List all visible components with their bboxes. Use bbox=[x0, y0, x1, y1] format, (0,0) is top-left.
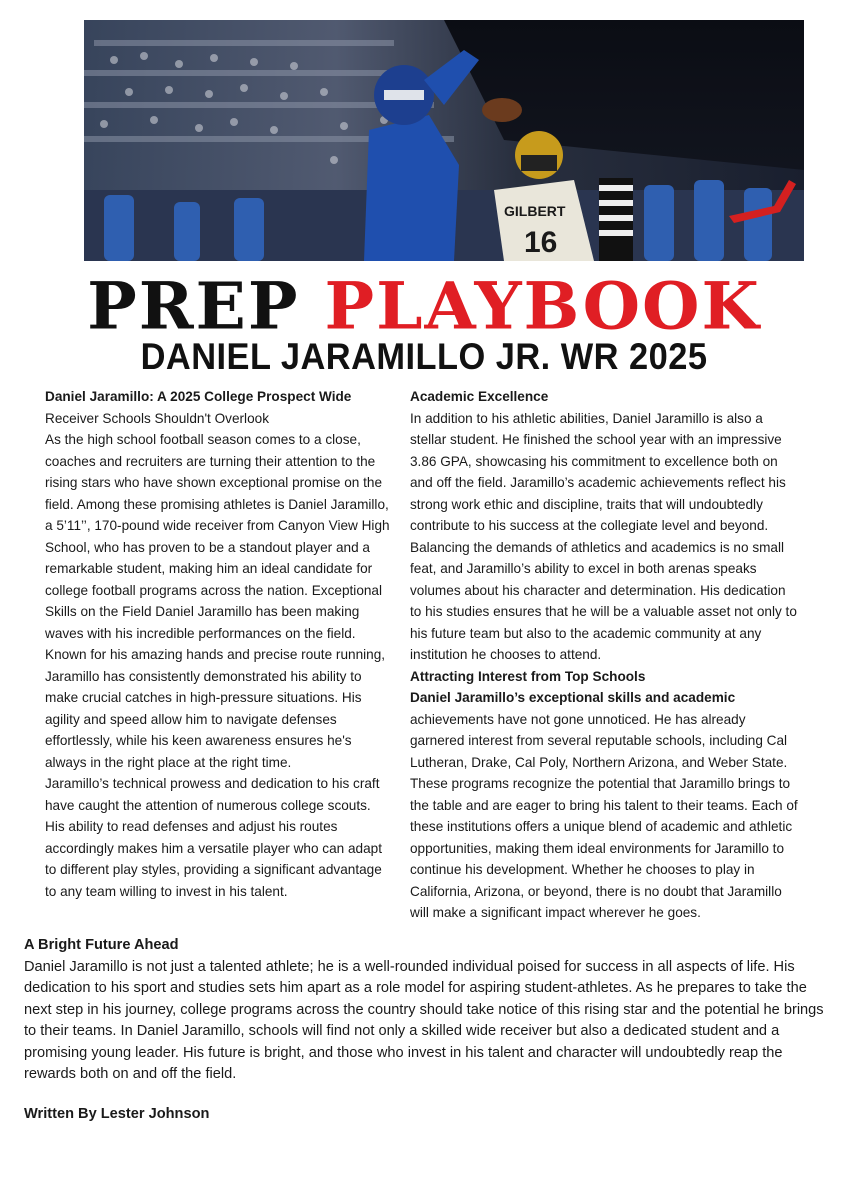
masthead-word-playbook: PLAYBOOK bbox=[324, 267, 761, 345]
conclusion-section bbox=[24, 935, 824, 1086]
interest-heading: Attracting Interest from Top Schools bbox=[410, 668, 646, 684]
right-column bbox=[410, 386, 800, 924]
left-paragraph-2: Jaramillo’s technical prowess and dedication to his craft have caught the attention of numerous college scouts. His ability to read defenses and adjust his routes accordingly makes him a versatile player who can adapt to different play styles, providing a significant advantage to any team willing to invest in his talent. bbox=[45, 776, 382, 899]
right-paragraph-2: Balancing the demands of athletics and academics is no small feat, and Jaramillo’s ability to excel in both arenas speaks volumes about his character and determination. His dedication to his studies ensures that he will be a valuable asset not only to his future team but also to the academic community at any institution he chooses to attend. bbox=[410, 539, 797, 662]
conclusion-heading: A Bright Future Ahead bbox=[24, 937, 179, 953]
left-heading-continued: Receiver Schools Shouldn't Overlook bbox=[45, 410, 269, 426]
author-credit: Written By Lester Johnson bbox=[24, 1106, 210, 1122]
masthead bbox=[0, 269, 848, 343]
left-heading: Daniel Jaramillo: A 2025 College Prospect Wide bbox=[45, 389, 352, 404]
right-paragraph-3-lead: Daniel Jaramillo’s exceptional skills and academic bbox=[410, 690, 736, 705]
jersey-text: GILBERT bbox=[504, 203, 566, 219]
right-paragraph-3: achievements have not gone unnoticed. He has already garnered interest from several reputable schools, including Cal Lutheran, Drake, Cal Poly, Northern Arizona, and Weber State. These programs recognize the potential that Jaramillo brings to the table and are eager to bring his talent to their teams. Each of these institutions offers a unique blend of academic and athletic opportunities, making them ideal environments for Jaramillo to continue his development. Whether he chooses to play in California, Arizona, or beyond, there is no doubt that Jaramillo will make a significant impact wherever he goes. bbox=[410, 711, 798, 920]
right-paragraph-1: In addition to his athletic abilities, Daniel Jaramillo is also a stellar student. He finished the school year with an impressive 3.86 GPA, showcasing his commitment to excellence both on and off the field. Jaramillo’s academic achievements reflect his strong work ethic and discipline, traits that will undoubtedly contribute to his success at the collegiate level and beyond. bbox=[410, 410, 786, 533]
academic-heading: Academic Excellence bbox=[410, 389, 549, 404]
hero-photo bbox=[84, 20, 804, 261]
conclusion-paragraph: Daniel Jaramillo is not just a talented athlete; he is a well-rounded individual poised for success in all aspects of life. His dedication to his sport and studies sets him apart as a role model for aspiring student-athletes. As he prepares to take the next step in his journey, college programs across the country should take notice of this rising star and the potential he brings to their teams. In Daniel Jaramillo, schools will find not only a skilled wide receiver but also a dedicated student and a promising young leader. His future is bright, and those who invest in his talent and character will undoubtedly reap the rewards both on and off the field. bbox=[24, 958, 824, 1082]
left-paragraph-1: As the high school football season comes to a close, coaches and recruiters are turning their attention to the rising stars who have shown exceptional promise on the field. Among these promising athletes is Daniel Jaramillo, a 5’11’’, 170-pound wide receiver from Canyon View High School, who has proven to be a standout player and a remarkable student, making him an ideal candidate for college football programs across the nation. Exceptional Skills on the Field Daniel Jaramillo has been making waves with his incredible performances on the field. Known for his amazing hands and precise route running, Jaramillo has consistently demonstrated his ability to make crucial catches in high-pressure situations. His agility and speed allow him to navigate defenses effortlessly, while his keen awareness ensures he's always in the right place at the right time. bbox=[45, 432, 390, 770]
left-column bbox=[45, 386, 390, 902]
jersey-number: 16 bbox=[524, 226, 558, 259]
masthead-word-prep: PREP bbox=[87, 267, 300, 345]
article-subtitle: DANIEL JARAMILLO JR. WR 2025 bbox=[140, 336, 708, 377]
